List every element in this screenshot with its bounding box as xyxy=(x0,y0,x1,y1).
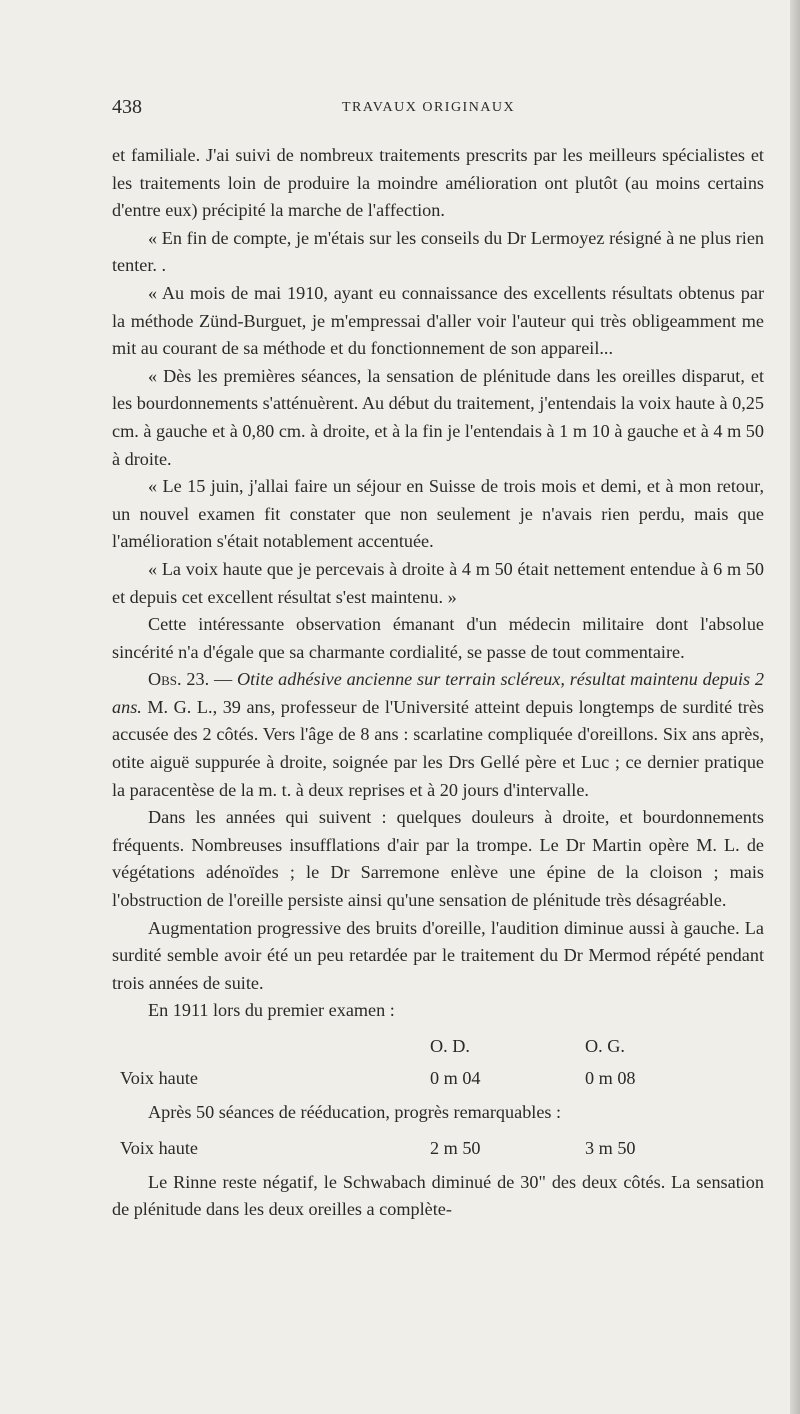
paragraph: En 1911 lors du premier examen : xyxy=(148,1000,395,1021)
hearing-table-1911 xyxy=(112,1031,764,1095)
paragraph: Après 50 séances de rééducation, progrès remarquables : xyxy=(148,1102,562,1122)
table-cell: Voix haute xyxy=(120,1137,198,1158)
observation-title: Otite adhésive ancienne sur terrain scléreux, résultat maintenu depuis 2 ans. xyxy=(112,669,765,717)
paragraph: Dans les années qui suivent : quelques douleurs à droite, et bourdonnements fréquents. Nombreuses insufflations d'air par la trompe. Le Dr Martin opère M. L. de végétations adénoïdes ; le Dr Sarremone enlève une épine de la cloison ; mais l'obstruction de l'oreille persiste ainsi qu'une sensation de plénitude très désagréable. xyxy=(112,807,764,911)
column-header-od: O. D. xyxy=(430,1036,470,1057)
paragraph: « Le 15 juin, j'allai faire un séjour en Suisse de trois mois et demi, et à mon retour, un nouvel examen fit constater que non seulement je n'avais rien perdu, mais que l'amélioration s'était notablement accentuée. xyxy=(112,476,764,552)
hearing-table-after xyxy=(112,1133,764,1165)
paragraph: « La voix haute que je percevais à droite à 4 m 50 était nettement entendue à 6 m 50 et depuis cet excellent résultat s'est maintenu. » xyxy=(112,558,764,607)
table-cell: 3 m 50 xyxy=(585,1137,636,1158)
table-cell: Voix haute xyxy=(120,1068,198,1089)
table-cell: 0 m 08 xyxy=(585,1068,636,1089)
page-edge xyxy=(790,0,800,1414)
table-row xyxy=(112,1133,764,1165)
page-number: 438 xyxy=(112,96,142,118)
column-header-og: O. G. xyxy=(585,1036,625,1057)
paragraph: Augmentation progressive des bruits d'oreille, l'audition diminue aussi à gauche. La surdité semble avoir été un peu retardée par le traitement du Dr Mermod répété pendant trois années de suite. xyxy=(112,917,764,993)
table-row xyxy=(112,1063,764,1095)
observation-body: M. G. L., 39 ans, professeur de l'Université atteint depuis longtemps de surdité très accusée des 2 côtés. Vers l'âge de 8 ans : scarlatine compliquée d'oreillons. Six ans après, otite aiguë suppurée à droite, soignée par les Drs Gellé père et Luc ; ce dernier pratique la paracentèse de la m. t. à deux reprises et à 20 jours d'intervalle. xyxy=(112,696,764,800)
table-cell xyxy=(112,1031,430,1063)
paragraph: Cette intéressante observation émanant d'un médecin militaire dont l'absolue sincérité n'a d'égale que sa charmante cordialité, se passe de tout commentaire. xyxy=(112,614,764,662)
paragraph: « En fin de compte, je m'étais sur les conseils du Dr Lermoyez résigné à ne plus rien tenter. . xyxy=(112,227,764,276)
page-header xyxy=(112,96,772,126)
observation-dash: — xyxy=(209,669,237,690)
paragraph: Le Rinne reste négatif, le Schwabach diminué de 30" des deux côtés. La sensation de plénitude dans les deux oreilles a complète- xyxy=(112,1171,764,1220)
table-cell: 0 m 04 xyxy=(430,1068,481,1089)
observation-label: Obs. 23. xyxy=(148,669,210,690)
observation-paragraph xyxy=(112,666,764,804)
running-title: TRAVAUX ORIGINAUX xyxy=(342,100,516,115)
paragraph: « Au mois de mai 1910, ayant eu connaissance des excellents résultats obtenus par la méthode Zünd-Burguet, je m'empressai d'aller voir l'auteur qui très obligeamment me mit au courant de sa méthode et du fonctionnement de son appareil... xyxy=(112,282,764,359)
body-text xyxy=(112,142,764,1224)
table-header-row xyxy=(112,1031,764,1063)
paragraph: « Dès les premières séances, la sensation de plénitude dans les oreilles disparut, et les bourdonnements s'atténuèrent. Au début du traitement, j'entendais la voix haute à 0,25 cm. à gauche et à 0,80 cm. à droite, et à la fin je l'entendais à 1 m 10 à gauche et à 4 m 50 à droite. xyxy=(112,365,764,469)
table-cell: 2 m 50 xyxy=(430,1137,481,1158)
paragraph: et familiale. J'ai suivi de nombreux traitements prescrits par les meilleurs spécialistes et les traitements loin de produire la moindre amélioration ont plutôt (au moins certains d'entre eux) précipité la marche de l'affection. xyxy=(112,145,764,221)
